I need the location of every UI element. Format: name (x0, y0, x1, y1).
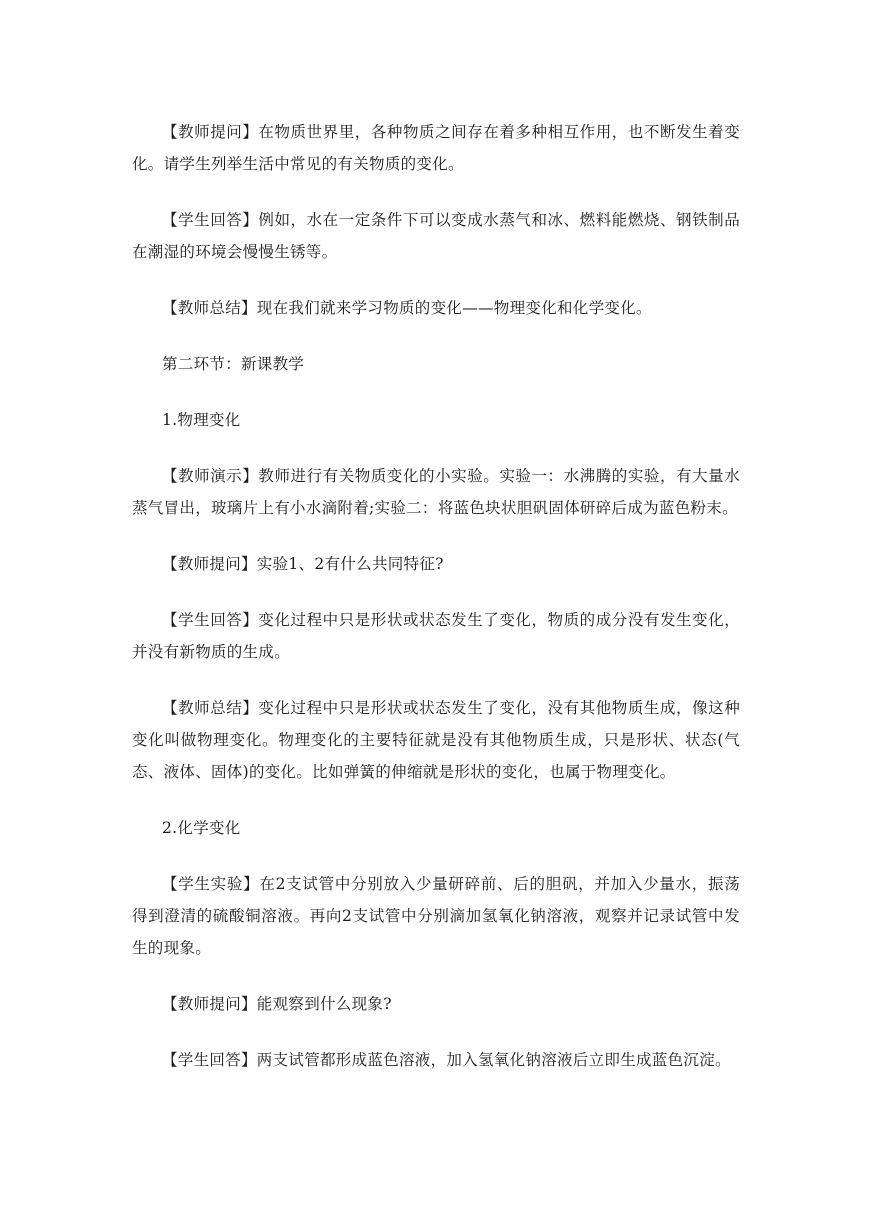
document-body (132, 116, 740, 1100)
paragraph-student-answer-3: 【学生回答】两支试管都形成蓝色溶液，加入氢氧化钠溶液后立即生成蓝色沉淀。 (162, 1051, 731, 1069)
subheading-physical-change: 1.物理变化 (162, 411, 241, 429)
paragraph-student-answer-2: 【学生回答】变化过程中只是形状或状态发生了变化，物质的成分没有发生变化，并没有新物质的生成。 (132, 611, 740, 661)
subheading-chemical-change: 2.化学变化 (162, 819, 241, 837)
paragraph-teacher-summary-2: 【教师总结】变化过程中只是形状或状态发生了变化，没有其他物质生成，像这种变化叫做物理变化。物理变化的主要特征就是没有其他物质生成，只是形状、状态(气态、液体、固体)的变化。比如弹簧的伸缩就是形状的变化，也属于物理变化。 (132, 699, 740, 781)
paragraph-student-answer-1: 【学生回答】例如，水在一定条件下可以变成水蒸气和冰、燃料能燃烧、钢铁制品在潮湿的环境会慢慢生锈等。 (132, 211, 740, 261)
paragraph-teacher-demo: 【教师演示】教师进行有关物质变化的小实验。实验一：水沸腾的实验，有大量水蒸气冒出，玻璃片上有小水滴附着;实验二：将蓝色块状胆矾固体研碎后成为蓝色粉末。 (132, 467, 740, 517)
section-heading-new-lesson: 第二环节：新课教学 (162, 355, 305, 373)
paragraph-student-experiment: 【学生实验】在2支试管中分别放入少量研碎前、后的胆矾，并加入少量水，振荡得到澄清的硫酸铜溶液。再向2支试管中分别滴加氢氧化钠溶液，观察并记录试管中发生的现象。 (132, 875, 740, 957)
paragraph-teacher-summary-1: 【教师总结】现在我们就来学习物质的变化——物理变化和化学变化。 (162, 299, 652, 317)
paragraph-teacher-question-3: 【教师提问】能观察到什么现象? (162, 995, 392, 1013)
paragraph-teacher-question-1: 【教师提问】在物质世界里，各种物质之间存在着多种相互作用，也不断发生着变化。请学生列举生活中常见的有关物质的变化。 (132, 123, 740, 173)
paragraph-teacher-question-2: 【教师提问】实验1、2有什么共同特征? (162, 555, 444, 573)
